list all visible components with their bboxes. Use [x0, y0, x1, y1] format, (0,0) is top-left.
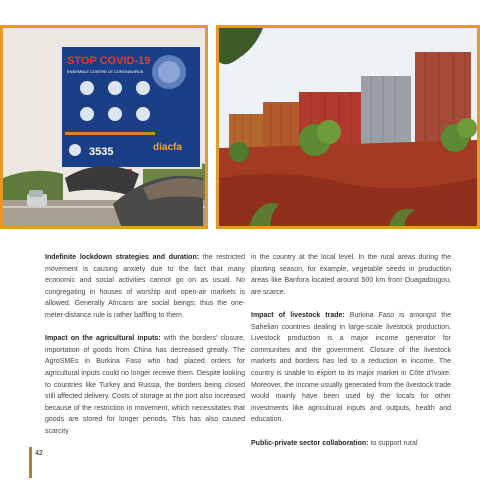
- paragraph-lockdown: [45, 252, 245, 322]
- paragraph-text: in the country at the local level. In the rural areas during the planting season, for example, vegetable seeds in production areas like Banfora located around 500 km from Ouagadougou, are scarce.: [251, 254, 451, 296]
- paragraph-text: Burkina Faso is amongst the Sahelian countries dealing in large-scale livestock production. Livestock production is a major income generator for communities and the government. Closure of the livestock markets and borders has led to a reduction in income. The country is unable to export to its major market in Côte d'Ivoire. Moreover, the income usually generated from the livestock trade would mainly have been used by the locals for other investments like agricultural inputs and outputs, health and education.: [251, 311, 451, 424]
- containers-photo: [216, 25, 480, 229]
- page-number-bar: [29, 447, 32, 478]
- page-number: 42: [35, 450, 43, 457]
- right-text-column: [251, 252, 451, 461]
- billboard-photo: [0, 25, 208, 229]
- paragraph-heading: Impact on the agricultural inputs:: [45, 335, 161, 343]
- paragraph-heading: Indefinite lockdown strategies and duration:: [45, 254, 200, 261]
- left-text-column: [45, 252, 245, 449]
- paragraph-text: with the borders' closure, importation of goods from China has decreased greatly. The AgroSMEs in Burkina Faso who had placed orders for agricultural inputs could no longer receive them. Despite looking to countries like Turkey and Russia, the borders being closed still affected delivery. Costs of storage at the port also increased because of the restriction in movement, which necessitates that goods are stored for longer periods. This has also caused scarcity: [45, 335, 246, 435]
- paragraph-public-private: [251, 438, 451, 450]
- containers-photo-illustration: [219, 28, 477, 226]
- billboard-subtitle: ENSEMBLE CONTRE LE CORONAVIRUS: [67, 69, 144, 74]
- paragraph-heading: Public-private sector collaboration:: [251, 439, 369, 447]
- billboard-title: STOP COVID-19: [67, 55, 151, 67]
- paragraph-heading: Impact of livestock trade:: [251, 311, 345, 319]
- paragraph-agricultural-inputs: [45, 333, 245, 437]
- paragraph-text: the restricted movement is causing anxiety due to the fact that many economic and social activities cannot go on as usual. No congregating in houses of worship and open-air markets is allowed. Generally Africans are social beings; thus the one-meter-distance rule is rather baffling to them.: [45, 254, 245, 319]
- paragraph-text: to support rural: [368, 439, 418, 447]
- billboard-number: 3535: [89, 146, 114, 158]
- paragraph-livestock-trade: [251, 310, 451, 426]
- billboard-brand: diacfa: [153, 142, 182, 153]
- paragraph-continuation: [251, 252, 451, 298]
- billboard-photo-illustration: [3, 28, 205, 226]
